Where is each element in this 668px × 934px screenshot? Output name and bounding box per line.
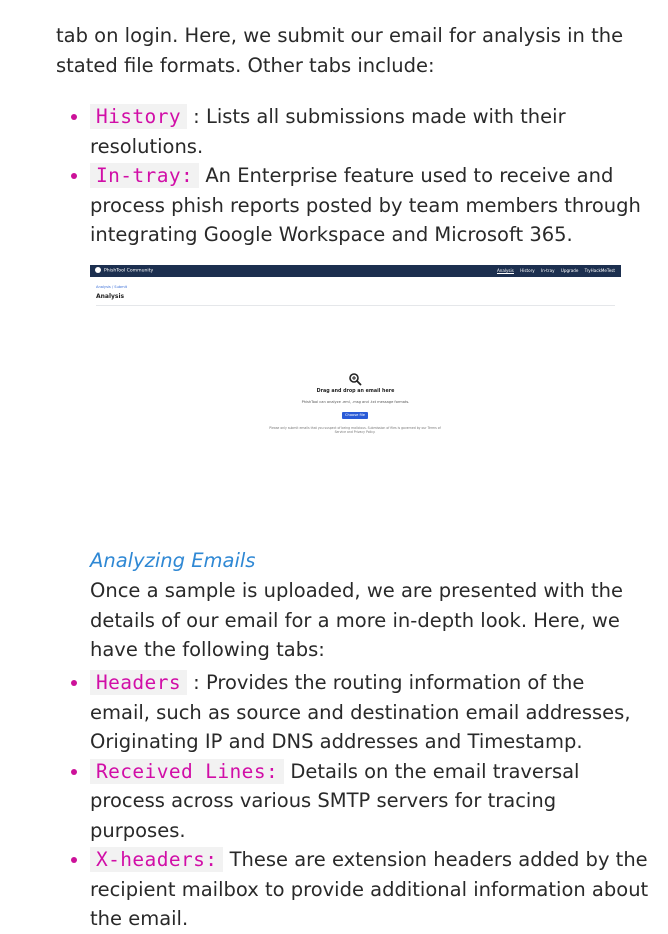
desc-received-lines: Details on the email traversal process across various SMTP servers for tracing purposes. xyxy=(90,759,580,842)
submission-notice: Please only submit emails that you suspect of being malicious. Submission of files is governed by our Terms of Service and Privacy Policy. xyxy=(269,426,441,435)
list-item-received-lines xyxy=(90,757,650,846)
nav-in-tray[interactable]: In-tray xyxy=(541,268,555,273)
nav-user[interactable]: TryHackMeTest xyxy=(584,268,615,273)
list-item-in-tray xyxy=(90,161,650,250)
intro-line-1: tab on login. Here, we submit our email for analysis in the xyxy=(56,24,624,47)
term-history: History xyxy=(90,104,187,129)
phishtool-screenshot xyxy=(90,265,621,530)
nav-analysis[interactable]: Analysis xyxy=(496,268,514,273)
list-item-headers: Headers : Provides the routing information of the email, such as source and destination email addresses, Originating IP and DNS addresses and Timestamp. xyxy=(90,668,650,757)
desc-in-tray: An Enterprise feature used to receive and process phish reports posted by team members through integrating Google Workspace and Microsoft 365. xyxy=(90,164,641,246)
brand-label: PhishTool Community xyxy=(104,268,154,274)
tabs-list xyxy=(90,102,650,250)
search-zoom-icon xyxy=(348,372,362,386)
term-in-tray: In-tray: xyxy=(90,163,199,188)
nav-upgrade[interactable]: Upgrade xyxy=(560,268,579,273)
analysis-tabs-list xyxy=(90,668,650,934)
term-received-lines: Received Lines: xyxy=(90,759,284,784)
term-x-headers: X-headers: xyxy=(90,847,223,872)
brand xyxy=(95,267,153,276)
app-navbar xyxy=(90,265,621,277)
nav-menu xyxy=(492,267,615,275)
desc-headers: Provides the routing information of the email, such as source and destination email addresses, Originating IP and DNS addresses and Timestamp. xyxy=(90,671,631,753)
list-item-history: History : Lists all submissions made with their resolutions. xyxy=(90,102,650,161)
choose-file-button[interactable]: Choose file xyxy=(342,412,368,419)
drop-zone-title: Drag and drop an email here xyxy=(316,389,395,394)
term-headers: Headers xyxy=(90,670,187,695)
section-paragraph: Once a sample is uploaded, we are presented with the details of our email for a more in-depth look. Here, we have the following tabs: xyxy=(90,579,623,661)
section-heading: Analyzing Emails xyxy=(90,549,256,572)
breadcrumb[interactable]: Analysis / Submit xyxy=(96,285,128,289)
phishtool-logo-icon xyxy=(95,267,101,273)
divider xyxy=(96,305,615,306)
page-title: Analysis xyxy=(96,293,125,300)
desc-x-headers: These are extension headers added by the recipient mailbox to provide additional information about the email. xyxy=(90,848,649,930)
desc-history: Lists all submissions made with their resolutions. xyxy=(90,105,566,158)
drop-zone-subtitle: PhishTool can analyze .eml, .msg and .txt message formats. xyxy=(301,400,410,404)
list-item-x-headers xyxy=(90,845,650,934)
nav-history[interactable]: History xyxy=(520,268,535,273)
intro-paragraph xyxy=(56,21,656,80)
intro-line-2: stated file formats. Other tabs include: xyxy=(56,53,435,77)
